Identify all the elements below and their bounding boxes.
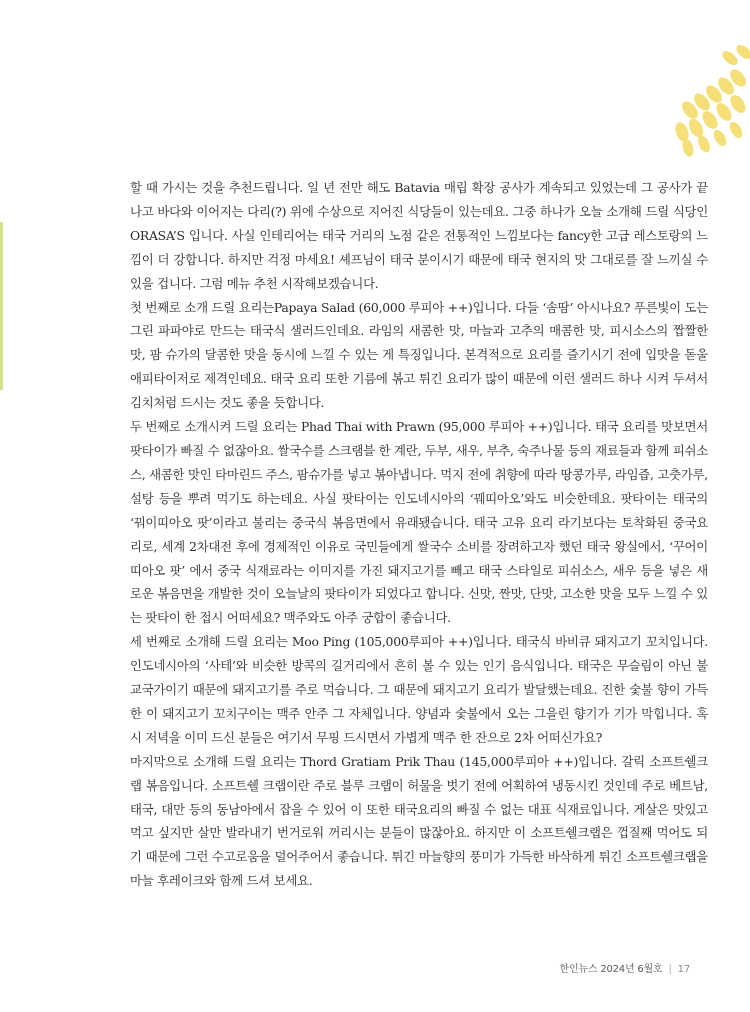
rice-stalk-icon (660, 40, 750, 160)
footer-separator: | (668, 964, 672, 975)
article-body (130, 176, 708, 893)
margin-accent-bar (0, 222, 3, 390)
article-paragraph: 두 번째로 소개시켜 드릴 요리는 Phad Thai with Prawn (95,000 루피아 ++)입니다. 태국 요리를 맛보면서 팟타이가 빠질 수 없잖아요. 쌀국수를 스크램블 한 계란, 두부, 새우, 부추, 숙주나물 등의 재료들과 함께 피쉬소스, 새콤한 맛인 타마린드 주스, 팜슈가를 넣고 볶아냅니다. 먹지 전에 취향에 따라 땅콩가루, 라임즙, 고춧가루, 설탕 등을 뿌려 먹기도 하는데요. 사실 팟타이는 인도네시아의 ‘꿰띠아오’와도 비슷한데요. 팟타이는 태국의 ‘꿔이띠아오 팟’이라고 불리는 중국식 볶음면에서 유래됐습니다. 태국 고유 요리 라기보다는 토착화된 중국요리로, 세계 2차대전 후에 경제적인 이유로 국민들에게 쌀국수 소비를 장려하고자 했던 태국 왕실에서, ‘꾸어이띠아오 팟’ 에서 중국 식재료라는 이미지를 가진 돼지고기를 빼고 태국 스타일로 피쉬소스, 새우 등을 넣은 새로운 볶음면을 개발한 것이 오늘날의 팟타이가 되었다고 합니다. 신맛, 짠맛, 단맛, 고소한 맛을 모두 느낄 수 있는 팟타이 한 접시 어떠세요? 맥주와도 아주 궁합이 좋습니다. (130, 419, 708, 626)
article-paragraph: 할 때 가시는 것을 추천드립니다. 일 년 전만 해도 Batavia 매립 확장 공사가 계속되고 있었는데 그 공사가 끝나고 바다와 이어지는 다리(?) 위에 수상으로 지어진 식당들이 있는데요. 그중 하나가 오늘 소개해 드릴 식당인 ORASA’S 입니다. 사실 인테리어는 태국 거리의 노점 같은 전통적인 느낌보다는 fancy한 고급 레스토랑의 느낌이 더 강합니다. 하지만 걱정 마세요! 셰프님이 태국 분이시기 때문에 태국 현지의 맛 그대로를 잘 느끼실 수 있을 겁니다. 그럼 메뉴 추천 시작해보겠습니다. (130, 180, 708, 291)
article-paragraph: 첫 번째로 소개 드릴 요리는Papaya Salad (60,000 루피아 ++)입니다. 다들 ‘솜땀’ 아시나요? 푸른빛이 도는 그린 파파야로 만드는 태국식 샐러드인데요. 라임의 새콤한 맛, 마늘과 고추의 매콤한 맛, 피시소스의 짭짤한 맛, 팜 슈가의 달콤한 맛을 동시에 느낄 수 있는 게 특징입니다. 본격적으로 요리를 즐기시기 전에 입맛을 돋울 애피타이저로 제격인데요. 태국 요리 또한 기름에 볶고 튀긴 요리가 많이 때문에 이런 샐러드 하나 시켜 두셔서 김치처럼 드시는 것도 좋을 듯합니다. (130, 299, 708, 411)
article-paragraph: 마지막으로 소개해 드릴 요리는 Thord Gratiam Prik Thau (145,000루피아 ++)입니다. 갈릭 소프트쉘크랩 볶음입니다. 소프트쉘 크랩이란 주로 블루 크랩이 허물을 벗기 전에 어획하여 냉동시킨 것인데 주로 베트남, 태국, 대만 등의 동남아에서 잡을 수 있어 이 또한 태국요리의 빠질 수 없는 대표 식재료입니다. 게살은 맛있고 먹고 싶지만 살만 발라내기 번거로워 꺼리시는 분들이 많잖아요. 하지만 이 소프트쉘크랩은 껍질째 먹어도 되기 때문에 그런 수고로움을 덜어주어서 좋습니다. 튀긴 마늘향의 풍미가 가득한 바삭하게 튀긴 소프트쉘크랩을 마늘 후레이크와 함께 드셔 보세요. (130, 753, 708, 889)
page-number: 17 (677, 964, 690, 975)
page-footer (560, 960, 691, 975)
publication-label: 한인뉴스 2024년 6월호 (559, 964, 663, 975)
article-paragraph: 세 번째로 소개해 드릴 요리는 Moo Ping (105,000루피아 ++)입니다. 태국식 바비큐 돼지고기 꼬치입니다. 인도네시아의 ‘사테’와 비슷한 방콕의 길거리에서 흔히 볼 수 있는 인기 음식입니다. 태국은 무슬림이 아닌 불교국가이기 때문에 돼지고기를 주로 먹습니다. 그 때문에 돼지고기 요리가 발달했는데요. 진한 숯불 향이 가득한 이 돼지고기 꼬치구이는 맥주 안주 그 자체입니다. 양념과 숯불에서 오는 그을린 향기가 기가 막힙니다. 혹시 저녁을 이미 드신 분들은 여기서 무핑 드시면서 가볍게 맥주 한 잔으로 2차 어떠신가요? (130, 634, 708, 745)
